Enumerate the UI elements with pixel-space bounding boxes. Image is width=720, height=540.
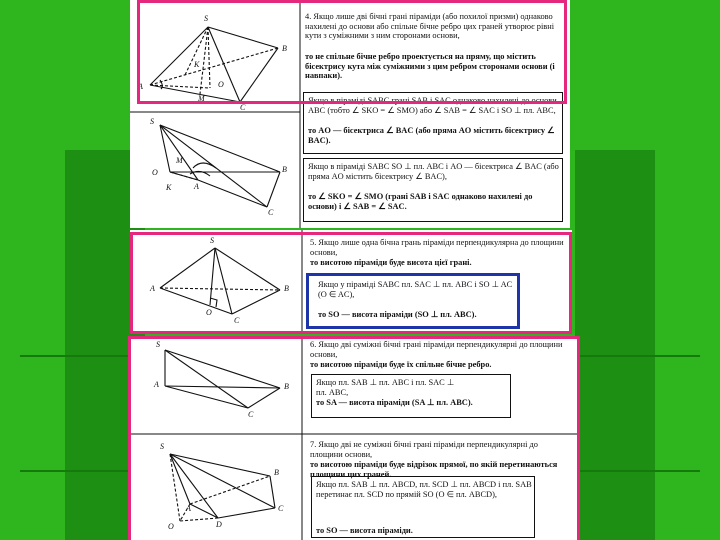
fig7-label-c: C: [278, 504, 284, 513]
sec5-box-conclusion: то SO — висота піраміди (SO ⊥ пл. ABC).: [318, 310, 477, 319]
fig7-label-o: O: [168, 522, 174, 531]
fig2-label-a: A: [194, 182, 199, 191]
sec5-box-highlight: [306, 273, 520, 329]
fig6-label-a: A: [154, 380, 159, 389]
sec6-statement: 6. Якщо дві суміжні бічні грані піраміди перпендикулярні до площини основи,: [310, 340, 563, 359]
sec5-box-text: Якщо у піраміді SABC пл. SAC ⊥ пл. ABC і SO ⊥ AC (O ∈ AC),: [318, 280, 513, 299]
fig1-label-m: M: [198, 94, 205, 103]
fig2-label-s: S: [150, 117, 154, 126]
fig5-label-a: A: [150, 284, 155, 293]
fig6-label-c: C: [248, 410, 254, 419]
fig1-label-c: C: [240, 103, 246, 112]
fig1-label-s: S: [204, 14, 208, 23]
sec6-conclusion: то висотою піраміди буде їх спільне бічне ребро.: [310, 360, 492, 369]
sec4-conclusion: то не спільне бічне ребро проектується на пряму, що містить бісектрису кута між суміжними з цим ребром сторонами основи (і навпаки).: [305, 52, 555, 81]
fig5-label-c: C: [234, 316, 240, 325]
sec6-box-text: Якщо пл. SAB ⊥ пл. ABC і пл. SAC ⊥ пл. ABC,: [316, 378, 455, 397]
bg-panel-right: [575, 150, 655, 540]
fig2-label-o: O: [152, 168, 158, 177]
sec4-highlight-frame: [137, 0, 567, 104]
fig1-label-k: K: [194, 60, 200, 69]
fig5-label-s: S: [210, 236, 214, 245]
fig2-label-c: C: [268, 208, 274, 217]
fig5-label-b: B: [284, 284, 289, 293]
fig2-label-b: B: [282, 165, 287, 174]
sec7-conclusion: то висотою піраміди буде відрізок прямої, по якій перетинаються площини цих граней.: [310, 460, 558, 479]
sec4-box2: [303, 158, 563, 222]
fig7-label-s: S: [160, 442, 164, 451]
sec4-statement: 4. Якщо лише дві бічні грані піраміди (або похилої призми) однаково нахилені до основи або спільне бічне ребро цих граней утворює рівні кути з суміжними з ним сторонами основи,: [305, 12, 555, 41]
sec4-box1-text: Якщо в піраміді SABC грані SAB і SAC однаково нахилені до основи ABC (тобто ∠ SKO = ∠ SMO) або ∠ SAB = ∠ SAC і SO ⊥ пл. ABC,: [308, 96, 557, 115]
sec7-statement: 7. Якщо дві не суміжні бічні грані піраміди перпендикулярні до площини основи,: [310, 440, 538, 459]
fig5-label-o: O: [206, 308, 212, 317]
sec5-statement: 5. Якщо лише одна бічна грань піраміди перпендикулярна до площини основи,: [310, 238, 564, 257]
sec7-box-conclusion: то SO — висота піраміди.: [316, 526, 413, 535]
fig1-label-a: A: [138, 82, 143, 91]
sec4-box2-text: Якщо в піраміді SABC SO ⊥ пл. ABC і AO — бісектриса ∠ BAC (або пряма AO містить бісектрису ∠ BAC),: [308, 162, 559, 181]
fig7-label-a: A: [186, 504, 191, 513]
fig2-label-m: M: [176, 156, 183, 165]
sec6-box-conclusion: то SA — висота піраміди (SA ⊥ пл. ABC).: [316, 398, 473, 407]
sec5-conclusion: то висотою піраміди буде висота цієї грані.: [310, 258, 472, 267]
sec4-box1-conclusion: то AO — бісектриса ∠ BAC (або пряма AO містить бісектрису ∠ BAC).: [308, 126, 555, 145]
fig6-label-b: B: [284, 382, 289, 391]
sec4-box2-conclusion: то ∠ SKO = ∠ SMO (грані SAB і SAC однаково нахилені до основи) і ∠ SAB = ∠ SAC.: [308, 192, 533, 211]
fig2-label-k: K: [166, 183, 172, 192]
fig1-label-o: O: [218, 80, 224, 89]
sec6-7-highlight-frame: [128, 336, 580, 540]
fig7-label-d: D: [216, 520, 222, 529]
fig6-label-s: S: [156, 340, 160, 349]
sec7-box-text: Якщо пл. SAB ⊥ пл. ABCD, пл. SCD ⊥ пл. ABCD і пл. SAB перетинає пл. SCD по прямій SO (O ∈ пл. ABCD),: [316, 480, 532, 499]
fig7-label-b: B: [274, 468, 279, 477]
fig1-label-b: B: [282, 44, 287, 53]
